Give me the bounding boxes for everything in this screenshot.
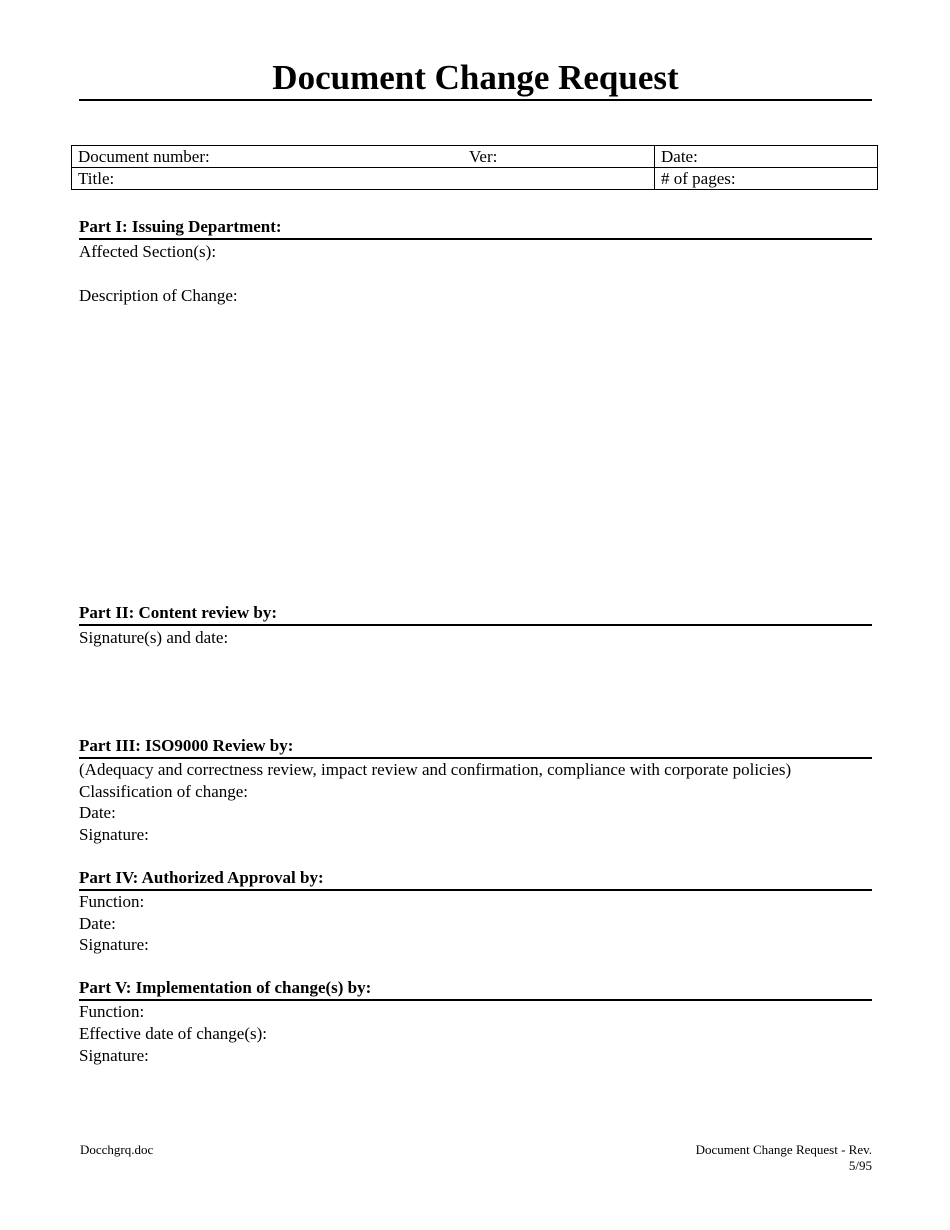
document-number-label: Document number: bbox=[78, 147, 210, 166]
part1-heading: Part I: Issuing Department: bbox=[79, 216, 872, 240]
footer-revision-line2: 5/95 bbox=[848, 1158, 872, 1173]
review-note: (Adequacy and correctness review, impact review and confirmation, compliance with corporate policies) bbox=[79, 760, 792, 779]
title-label: Title: bbox=[78, 169, 115, 188]
part3-signature-label: Signature: bbox=[79, 825, 149, 844]
pages-label: # of pages: bbox=[661, 169, 736, 188]
footer-revision-line1: Document Change Request - Rev. bbox=[695, 1142, 872, 1157]
page-title: Document Change Request bbox=[272, 58, 679, 97]
effective-date-label: Effective date of change(s): bbox=[79, 1024, 268, 1043]
date-cell[interactable] bbox=[655, 146, 878, 168]
part5-function-label: Function: bbox=[79, 1002, 145, 1021]
part3-date-label: Date: bbox=[79, 803, 116, 822]
part5-signature-label: Signature: bbox=[79, 1046, 149, 1065]
table-row bbox=[72, 146, 878, 168]
version-label: Ver: bbox=[469, 147, 498, 166]
part4-function-label: Function: bbox=[79, 892, 145, 911]
part4-heading: Part IV: Authorized Approval by: bbox=[79, 867, 872, 891]
title-cell[interactable] bbox=[72, 168, 655, 190]
footer-filename: Docchgrq.doc bbox=[80, 1142, 154, 1157]
affected-sections-label: Affected Section(s): bbox=[79, 242, 217, 261]
footer-revision bbox=[620, 1142, 872, 1174]
part4-signature-label: Signature: bbox=[79, 935, 149, 954]
signature-date-label: Signature(s) and date: bbox=[79, 628, 229, 647]
table-row bbox=[72, 168, 878, 190]
document-number-cell[interactable] bbox=[72, 146, 655, 168]
title-underline bbox=[79, 99, 872, 101]
document-info-table bbox=[71, 145, 878, 190]
part2-heading: Part II: Content review by: bbox=[79, 602, 872, 626]
description-label: Description of Change: bbox=[79, 286, 238, 305]
part5-heading: Part V: Implementation of change(s) by: bbox=[79, 977, 872, 1001]
part4-date-label: Date: bbox=[79, 914, 116, 933]
classification-label: Classification of change: bbox=[79, 782, 249, 801]
pages-cell[interactable] bbox=[655, 168, 878, 190]
date-label: Date: bbox=[661, 147, 698, 166]
part3-heading: Part III: ISO9000 Review by: bbox=[79, 735, 872, 759]
